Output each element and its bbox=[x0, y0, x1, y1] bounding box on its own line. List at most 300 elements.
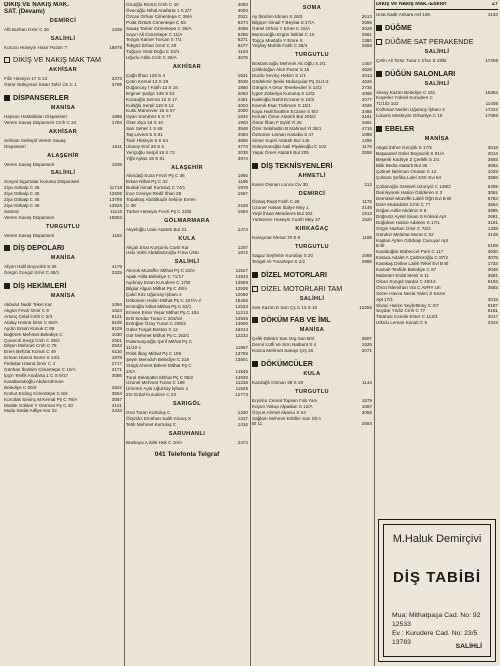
listing-phone: 3015 bbox=[487, 296, 498, 302]
listing-name: Yiğit Aytan 19 S 81 bbox=[126, 155, 165, 161]
filled-square-icon bbox=[4, 283, 10, 289]
listing-phone: 2077 bbox=[361, 96, 372, 102]
continued-category-heading: SAT. (Devamı) bbox=[4, 7, 45, 15]
listing-name: Zor Erdal Kurudere C 23 bbox=[126, 392, 177, 398]
listing-name: Oral Turan Kurtuluş C bbox=[126, 410, 171, 416]
listing-name: Bl 11 bbox=[252, 421, 263, 427]
listing-name: Soydar Yıldız Cmh C 77 bbox=[376, 308, 426, 314]
listing-name: Ulusoy Erol 26 S 5 bbox=[126, 143, 165, 149]
listing-name: Özer Ziya 18 S 10 bbox=[126, 120, 164, 126]
listing-phone: 14546 bbox=[235, 368, 248, 374]
listing-phone: 1094 bbox=[111, 302, 122, 308]
listing-row bbox=[376, 12, 498, 18]
listing-phone: 4084 bbox=[237, 132, 248, 138]
listing-row bbox=[4, 82, 122, 88]
listing-phone: 11528 bbox=[235, 386, 248, 392]
listing-phone: 6129 bbox=[111, 325, 122, 331]
listing-name: Tavlı Hüseyin 5 S 54 bbox=[126, 137, 168, 143]
district-heading: SALİHLİ bbox=[424, 48, 450, 55]
listing-name: Emiroğlu Nihat Mithat Pş C 92/1 bbox=[126, 303, 192, 309]
listing-name: Erem Behzat Konuk C 49 bbox=[4, 349, 56, 355]
category-heading-text: DÜĞME SAT PERAKENDE bbox=[385, 36, 474, 46]
listing-name: Sezer Havva Necla Yalım S Sezer bbox=[376, 290, 446, 296]
listing-name: Korkut Erding Cimentepe C 8/2 bbox=[4, 390, 68, 396]
directory-column-2 bbox=[126, 2, 248, 458]
listing-phone: 2148 bbox=[361, 205, 372, 211]
listing-name: Oruoğlu Remzi Cmh C 40 bbox=[126, 2, 179, 7]
listing-name: Polat Öztürk Cimentepe C 53 bbox=[126, 19, 186, 25]
listing-phone: 3769 bbox=[111, 82, 122, 88]
listing-name: Ömür İlhan F Eylül Yl 25 bbox=[252, 120, 302, 126]
listing-phone: 1186 bbox=[238, 179, 248, 185]
listing-phone: 4628 bbox=[361, 67, 372, 73]
listing-name: Doğancay İ Fatih 13 S 16 bbox=[126, 84, 178, 90]
listing-phone: 15394 bbox=[485, 89, 498, 95]
listing-row bbox=[4, 27, 122, 33]
listing-name: Gödekmir Şevki Nüfusçular Pş 21/1-2 bbox=[252, 78, 329, 84]
listing-name: Dispanseri bbox=[4, 143, 26, 149]
filled-square-icon bbox=[252, 272, 258, 278]
listing-row bbox=[126, 392, 248, 398]
listing-name: Filiz Hüseyin 17 S 13 bbox=[4, 76, 48, 82]
listing-phone: 4985 bbox=[361, 258, 372, 264]
listing-phone: 13959 bbox=[235, 280, 248, 286]
listing-name: Verem Savaş Dispanseri bbox=[4, 161, 55, 167]
listing-name: Akyeloğlu Utuk Atatürk Bul 21 bbox=[126, 226, 187, 232]
listing-phone: 1380 bbox=[361, 37, 372, 43]
listing-phone: 3083 bbox=[237, 2, 248, 7]
listing-name: Kulöğlu Serpil 115 S 12 bbox=[126, 102, 174, 108]
filled-square-icon bbox=[376, 126, 382, 132]
category-heading-text: DÜĞME bbox=[385, 22, 412, 32]
hollow-square-icon bbox=[4, 57, 10, 63]
listing-phone: 1239 bbox=[111, 26, 122, 32]
listing-name: Demir Lütfi Ve Sırrı Nalbant S 4 bbox=[252, 342, 317, 348]
listing-name: Verem Savaş Dispanseri Cmh C 34 bbox=[4, 119, 77, 125]
listing-name: Doğan Adile Akdeniz S 8 bbox=[376, 208, 427, 214]
listing-phone: 1913 bbox=[361, 211, 372, 217]
listing-phone: 4066 bbox=[361, 90, 372, 96]
listing-phone: 1175 bbox=[362, 199, 372, 205]
listing-name: Özyıldız Emirhan Salih Cavuş S bbox=[126, 416, 192, 421]
listing-phone: 1067 bbox=[361, 403, 372, 409]
listing-row bbox=[126, 227, 248, 233]
listing-phone: 6189 bbox=[487, 243, 498, 249]
category-heading bbox=[4, 244, 122, 252]
listing-phone: 2629 bbox=[361, 25, 372, 31]
listing-phone: 3191 bbox=[487, 219, 498, 225]
listing-name: Tezgel Ali Tınaztepe S 2/2 bbox=[252, 258, 306, 264]
listing-name: Çağlı İlhan 128 S 4 bbox=[126, 72, 166, 78]
listing-phone: 3061 bbox=[487, 190, 498, 196]
listing-name: Konca Mehmet Sanayi Çrş 16 bbox=[252, 348, 314, 354]
listing-name: Korutlak Sevinç M.Kemal Pş C 78/A bbox=[4, 396, 78, 402]
listing-phone: 3582 bbox=[487, 162, 498, 168]
listing-name: Sosyal Sigortalar Kurumu Dispanseri bbox=[4, 179, 80, 185]
listing-name: Özyurt Ahmet Akarsu S 54 bbox=[252, 409, 306, 415]
listing-phone: 1520 bbox=[361, 217, 372, 223]
listing-row bbox=[376, 58, 498, 64]
listing-name: Unat Kadir Ankara Asf 136 bbox=[376, 11, 430, 17]
listing-row bbox=[4, 162, 122, 168]
listing-phone: 1691 bbox=[361, 120, 372, 126]
filled-square-icon bbox=[4, 95, 10, 101]
page-header bbox=[376, 2, 498, 10]
district-heading: SALİHLİ bbox=[50, 170, 76, 177]
listing-name: Karaboğlar Mübeccel Park C 117 bbox=[376, 249, 444, 255]
listing-name: Artunç Celal Cmh C 5/3 bbox=[4, 313, 53, 319]
district-heading: ALAŞEHİR bbox=[171, 164, 203, 171]
listing-name: Dökümen Halim Mithat Pş C 187/A-2 bbox=[126, 297, 202, 303]
listing-phone: 3564 bbox=[487, 202, 498, 208]
listing-phone: 17222 bbox=[485, 107, 498, 113]
listing-phone: 3056 bbox=[111, 372, 122, 378]
district-heading: MANİSA bbox=[299, 327, 325, 334]
category-heading bbox=[252, 285, 372, 293]
listing-name: Akbulut Nadir Tekel Kar bbox=[4, 302, 52, 308]
listing-row bbox=[252, 348, 372, 354]
advertisement-box bbox=[378, 519, 496, 662]
page-header-title: Dikiş ve Nakış Mak.-Ebeler bbox=[376, 2, 447, 7]
listing-row bbox=[4, 233, 122, 239]
district-heading: GÖLMARMARA bbox=[164, 217, 210, 224]
listing-phone: 2060 bbox=[237, 108, 248, 114]
advert-title: DİŞ TABİBİ bbox=[392, 569, 482, 586]
listing-phone: 3554 bbox=[111, 390, 122, 396]
listing-name: Yeriçoğlu Serpil 19 S 72 bbox=[126, 149, 175, 155]
listing-phone: 2373 bbox=[111, 76, 122, 82]
filled-square-icon bbox=[376, 71, 382, 77]
listing-name: Belediye C 60/2 bbox=[4, 384, 37, 390]
listing-phone: 4121 bbox=[111, 402, 122, 408]
listing-phone: 2736 bbox=[361, 84, 372, 90]
listing-phone: 6191 bbox=[487, 308, 498, 314]
listing-name: Taş Levent 5 S 81 bbox=[126, 132, 163, 138]
listing-name: Bağören Mehmet Belediye C bbox=[4, 331, 63, 337]
listing-phone: 4626 bbox=[361, 102, 372, 108]
filled-square-icon bbox=[4, 245, 10, 251]
listing-name: Ziya Gökalp C 46 bbox=[4, 202, 40, 208]
listing-phone: 6110 bbox=[112, 349, 122, 355]
listing-name: Apak Atilla Belediye C 71/17 bbox=[126, 274, 184, 280]
category-heading-text: DİŞ DEPOLARI bbox=[13, 243, 65, 253]
listing-phone: 1872 bbox=[237, 250, 248, 256]
listing-name: Tural Selahattin Mithat Pş C 95/2 bbox=[126, 374, 194, 380]
category-heading-text: DİŞ HEKİMLERİ bbox=[13, 281, 67, 291]
district-heading: AKHİSAR bbox=[48, 67, 78, 74]
advert-address-line: Mua: Mithatpaşa Cad. No: 92 12533 bbox=[392, 612, 481, 628]
category-heading bbox=[252, 162, 372, 170]
listing-row bbox=[252, 421, 372, 427]
listing-phone: 6255 bbox=[237, 31, 248, 37]
listing-phone: 2063 bbox=[237, 90, 248, 96]
listing-phone: 11405 bbox=[485, 101, 498, 107]
listing-phone: 1539 bbox=[111, 161, 122, 167]
listing-name: Akgün Fevzi İzmir C 9 bbox=[4, 308, 49, 313]
listing-phone: 3548 bbox=[237, 126, 248, 132]
district-heading: SARUHANLI bbox=[168, 430, 206, 437]
listing-phone: 2543 bbox=[111, 343, 122, 349]
listing-name: Özer Selahattin B Mahmut Yl 38/1 bbox=[252, 126, 322, 132]
listing-phone: 14943 bbox=[235, 274, 248, 280]
listing-phone: 12080 bbox=[235, 291, 248, 297]
listing-phone: 6121 bbox=[111, 313, 122, 319]
listing-row bbox=[4, 45, 122, 51]
listing-name: Dergin Cengiz İzmir C 48/1 bbox=[4, 270, 60, 276]
listing-name: Ziya Gökalp C 46 bbox=[4, 191, 40, 197]
filled-square-icon bbox=[252, 163, 258, 169]
listing-name: Ay İbrahim İdman S 26/2 bbox=[252, 13, 303, 19]
listing-phone: 1611 bbox=[112, 143, 122, 149]
listing-phone: 17298 bbox=[485, 57, 498, 63]
directory-column-1 bbox=[4, 2, 122, 414]
district-heading: DEMİRCİ bbox=[298, 190, 326, 197]
listing-name: Çokücü Şefika Lalel SSK Evi 84 bbox=[376, 174, 442, 180]
listing-phone: 12256 bbox=[359, 304, 372, 310]
listing-name: Süleymanoğlu Nail Piyaleoğlu C 102 bbox=[252, 143, 327, 149]
listing-phone: 6271 bbox=[237, 37, 248, 43]
listing-phone: 1338 bbox=[487, 225, 498, 231]
listing-phone: 3586 bbox=[487, 174, 498, 180]
listing-name: Beşerik Kadriye Z Çeriklk S 2/1 bbox=[376, 156, 440, 162]
listing-name: Kırman Ömer Atatürk Bul 205/2 bbox=[252, 114, 316, 120]
category-heading-text: DİZEL MOTORLARI bbox=[261, 269, 328, 279]
district-heading: MANİSA bbox=[424, 136, 450, 143]
district-heading: KULA bbox=[303, 371, 321, 378]
listing-name: Ümeren Ayla Uğursoy İşhanı 1 bbox=[126, 386, 189, 392]
listing-phone: 1182 bbox=[112, 232, 122, 238]
listing-name: Ziya Gökalp C 46 bbox=[4, 197, 40, 203]
listing-phone: 1531 bbox=[237, 72, 248, 78]
listing-phone: 1625 bbox=[361, 342, 372, 348]
listing-phone: 13526 bbox=[109, 202, 122, 208]
listing-phone: 2014 bbox=[487, 150, 498, 156]
listing-name: Uzuner Hasan İttalye Mey 1 bbox=[252, 205, 309, 211]
listing-name: Karaçınar Mesut 70 S 8 bbox=[252, 235, 301, 240]
district-heading: AHMETLİ bbox=[298, 172, 326, 179]
listing-phone: 1030 bbox=[111, 331, 122, 337]
filled-square-icon bbox=[252, 361, 258, 367]
advert-city: SALİHLİ bbox=[455, 643, 482, 650]
listing-phone: 2071 bbox=[361, 348, 372, 354]
listing-phone: 6277 bbox=[237, 43, 248, 49]
district-heading: SALİHLİ bbox=[50, 35, 76, 42]
listing-row bbox=[126, 440, 248, 446]
category-heading-text: DÖKÜM FAB VE İML bbox=[261, 315, 331, 325]
listing-phone: 3058 bbox=[361, 409, 372, 415]
listing-name: Sarı Kazım E Sarı Çş S 13 S 15 bbox=[252, 304, 318, 310]
category-heading-text: DÜĞÜN SALONLARI bbox=[385, 68, 456, 78]
listing-name: Apt 17/1 bbox=[376, 296, 394, 302]
listing-row bbox=[252, 259, 372, 265]
listing-name: Afit Burhan İzmir C 36 bbox=[4, 26, 49, 32]
listing-phone: 1104 bbox=[238, 49, 248, 55]
listing-name: Palamutçuoğlu Şerif Mithat Pş C bbox=[126, 339, 193, 345]
advert-name: M.Haluk Demirçivi bbox=[392, 533, 482, 545]
listing-phone: 2451 bbox=[237, 96, 248, 102]
district-heading: SALİHLİ bbox=[174, 259, 200, 266]
listing-phone: 2233 bbox=[111, 408, 122, 414]
listing-name: Kaplan Ayten Gökbaşı Canuyar Apt bbox=[376, 237, 448, 243]
listing-phone: 14925 bbox=[235, 315, 248, 321]
district-heading: MANİSA bbox=[50, 105, 76, 112]
listing-phone: 3585 bbox=[487, 208, 498, 214]
listing-phone: 2596 bbox=[361, 19, 372, 25]
listing-name: Aksoy Kazım Belediye C 151 bbox=[376, 89, 436, 95]
listing-name: Polat İlkay Mithat Pş C 156 bbox=[126, 350, 182, 356]
listing-row bbox=[252, 43, 372, 49]
listing-phone: 3607 bbox=[361, 336, 372, 342]
listing-row bbox=[252, 380, 372, 386]
district-heading: SOMA bbox=[302, 5, 322, 11]
listing-name: Karabacakoğlu Abdurrahman bbox=[4, 378, 64, 384]
listing-name: Bilgiar Algun Mithat Pş C 49/A bbox=[126, 285, 188, 291]
listing-name: Erginer Şatiye 145 S 53 bbox=[126, 90, 175, 96]
listing-name: Demiryürek Hatice Gülderen S 3 bbox=[376, 190, 443, 196]
listing-name: Koşerler Yüksel Kurudere C bbox=[376, 95, 433, 101]
listing-phone: 14930 bbox=[235, 374, 248, 380]
listing-phone: 3974 bbox=[237, 155, 248, 161]
listing-phone: 1994 bbox=[237, 208, 248, 214]
listing-name: Şeyin Memduh Belediye C 218 bbox=[126, 356, 190, 362]
listing-name: Altınok Muzaffer Mithat Pş C 23/A bbox=[126, 268, 195, 274]
listing-name: Savaş Tamer Cimentepe C 36/A bbox=[126, 25, 192, 31]
listing-name: Topçu Mustafa Y Emre S bbox=[252, 37, 303, 43]
listing-name: Girgin Nurhan İzmir C 72/2 bbox=[376, 225, 431, 231]
listing-phone: 13786 bbox=[235, 350, 248, 356]
listing-name: Hayvan Hastalıkları Dispanseri bbox=[4, 114, 67, 120]
district-heading: AKHİSAR bbox=[48, 128, 78, 135]
listing-name: Uğurlu Atilla Cmh C 26/A bbox=[126, 55, 177, 61]
listing-phone: 4013 bbox=[361, 73, 372, 79]
listing-name: C 38 bbox=[126, 203, 136, 208]
listing-phone: 2584 bbox=[361, 421, 372, 427]
listing-name: Çetinel Neriman Onaran S 12 bbox=[376, 168, 437, 174]
district-heading: TURGUTLU bbox=[295, 388, 329, 395]
listing-phone: 1069 bbox=[361, 252, 372, 258]
listing-row bbox=[252, 305, 372, 311]
listing-phone: 1667 bbox=[237, 191, 248, 197]
listing-name: Güler Turgut Bostan S 12 bbox=[126, 327, 178, 333]
listing-name: Tütüncü Cemile Enter C 113/3 bbox=[376, 314, 438, 320]
column-divider bbox=[374, 0, 375, 666]
listing-name: Türker Hüseyin Fevzi Pş C 22/B bbox=[126, 208, 192, 214]
listing-name: Sayın Ali Cimentepe C 11/A bbox=[126, 31, 183, 37]
listing-name: Kaleloğlu Nahit Eczane S 10/3 bbox=[252, 96, 315, 102]
listing-phone: 3057 bbox=[111, 396, 122, 402]
listing-phone: 6187 bbox=[487, 302, 498, 308]
listing-phone: 12773 bbox=[235, 392, 248, 398]
listing-name: Kamah Tevfide Belediye C 67 bbox=[376, 267, 437, 273]
listing-phone: 3075 bbox=[487, 255, 498, 261]
listing-phone: 2717 bbox=[111, 361, 122, 367]
directory-column-3 bbox=[252, 2, 372, 427]
listing-phone: 3555 bbox=[237, 137, 248, 143]
listing-name: Bostancıoğlu Mehmet Ak Oğlu S 2/1 bbox=[252, 61, 326, 67]
category-heading-text: DÖKÜMCÜLER bbox=[261, 359, 313, 369]
directory-column-4 bbox=[376, 2, 498, 326]
listing-phone: 15502 bbox=[109, 214, 122, 220]
listing-name: Emsen Emin Yeşar Mithat Pş C 104 bbox=[126, 309, 199, 315]
listing-name: Budak İsmail Kurtuluş C 74/1 bbox=[126, 185, 186, 191]
advert-address bbox=[392, 611, 482, 647]
listing-name: Övecoğlu Nihal Anafarta 1 S 2/7 bbox=[126, 7, 192, 13]
listing-row bbox=[4, 215, 122, 221]
listing-name: Kocaoğlu Semra 12 S 17 bbox=[126, 96, 178, 102]
listing-phone: 12536 bbox=[235, 285, 248, 291]
listing-name: Sarı Seher 1 S 68 bbox=[126, 126, 163, 132]
listing-name: 71/1/D 103 bbox=[376, 101, 399, 107]
listing-phone: 2228 bbox=[237, 203, 248, 208]
listing-name: Demirsel Müzeffe Laleli Öğrt Evi B Bl bbox=[376, 196, 452, 202]
listing-row bbox=[126, 55, 248, 61]
listing-row bbox=[252, 150, 372, 156]
listing-name: Erdoğan Özay Turan C 208/2 bbox=[126, 321, 186, 327]
listing-row bbox=[126, 250, 248, 256]
district-heading: SALİHLİ bbox=[299, 295, 325, 302]
listing-phone: 1866 bbox=[237, 173, 248, 179]
listing-phone: 1978 bbox=[237, 185, 248, 191]
listing-phone: 11527 bbox=[235, 268, 248, 274]
listing-phone: 3581 bbox=[487, 273, 498, 278]
listing-phone: 2822 bbox=[111, 384, 122, 390]
listing-name: B Bl bbox=[376, 243, 385, 249]
listing-name: Sağlam Mehmet Erbiller San Sit A bbox=[252, 415, 322, 421]
listing-name: Kazdağlı Osman 38 S 28 bbox=[252, 379, 304, 385]
listing-phone: 3161 bbox=[361, 114, 372, 120]
district-heading: TURGUTLU bbox=[295, 243, 329, 250]
listing-name: Yaşar Ömer Atatürk Bul 205 bbox=[252, 149, 309, 155]
listing-name: Santral bbox=[4, 208, 19, 214]
listing-row bbox=[4, 270, 122, 276]
listing-phone: 11718 bbox=[109, 185, 122, 191]
category-heading bbox=[252, 316, 372, 324]
listing-name: Uzunel Mehmet Turan C 198 bbox=[126, 380, 185, 386]
listing-phone: 1860 bbox=[237, 84, 248, 90]
listing-name: Korkmaz Nedim Uğursoy İşhanı 3 bbox=[376, 107, 445, 113]
listing-row bbox=[252, 182, 372, 188]
listing-name: Çınarcık Sevgi Cmh C 29/2 bbox=[4, 337, 60, 343]
listing-name: Aydın Ersan Konuk C 89 bbox=[4, 325, 55, 331]
listing-name: Verem Savaş Dispanseri bbox=[4, 232, 55, 238]
column-divider bbox=[124, 0, 125, 666]
listing-phone: 3020 bbox=[487, 249, 498, 255]
listing-name: Akçalı Esat Kurşunlu Cami Kar bbox=[126, 244, 189, 250]
district-heading: SALİHLİ bbox=[424, 80, 450, 87]
listing-phone: 18456 bbox=[235, 297, 248, 303]
listing-phone: 1207 bbox=[237, 244, 248, 250]
listing-row bbox=[376, 320, 498, 326]
listing-name: Özdaş Raşit Fatih C 26 bbox=[252, 199, 300, 205]
listing-row bbox=[126, 209, 248, 215]
listing-phone: 2661 bbox=[361, 31, 372, 37]
category-heading-text: DİSPANSERLER bbox=[13, 93, 69, 103]
listing-phone: 1579 bbox=[361, 397, 372, 403]
listing-name: Başaranel Güler Boyacılık S 91/A bbox=[376, 150, 445, 156]
hollow-square-icon bbox=[252, 286, 258, 292]
listing-phone: 3325 bbox=[111, 270, 122, 276]
listing-name: Sürgit Ahmet Bülent Mithat Pş C bbox=[126, 362, 192, 368]
listing-name: Korucu Hüseyin Hasır Pazarı 7 bbox=[4, 44, 68, 50]
page-number: 27 bbox=[491, 2, 498, 7]
listing-phone: 2038 bbox=[237, 149, 248, 155]
listing-name: Tuğcan Yetal Doğu C 53/1 bbox=[126, 49, 180, 55]
listing-phone: 2171 bbox=[111, 367, 122, 373]
hollow-square-icon bbox=[376, 39, 382, 45]
listing-phone: 1624 bbox=[111, 308, 122, 313]
category-heading bbox=[252, 271, 372, 279]
listing-phone: 13799 bbox=[109, 197, 122, 203]
